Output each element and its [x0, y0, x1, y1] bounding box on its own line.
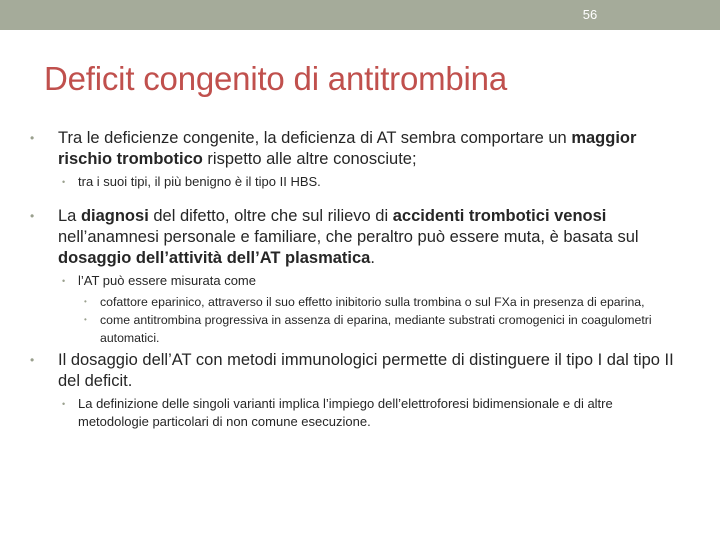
bold-text: maggior rischio trombotico [58, 129, 637, 168]
bullet-dot: • [84, 297, 87, 306]
bullet-item-1 [30, 128, 680, 170]
bold-text: dosaggio dell’attività dell’AT plasmatica [58, 249, 371, 267]
bullet-dot: • [30, 131, 35, 145]
bullet-text: Tra le deficienze congenite, la deficienza di AT sembra comportare un maggior rischio trombotico rispetto alle altre conosciute; [58, 129, 637, 168]
bold-text: diagnosi [80, 207, 149, 225]
bullet-dot: • [30, 209, 35, 223]
bullet-dot: • [62, 177, 66, 187]
bullet-item-3 [30, 350, 680, 392]
sub-bullet-text: tra i suoi tipi, il più benigno è il tipo II HBS. [78, 174, 321, 189]
top-bar [0, 0, 720, 30]
bullet-dot: • [62, 276, 66, 286]
sub-sub-bullet-item [30, 293, 680, 311]
sub-sub-bullet-text: cofattore eparinico, attraverso il suo effetto inibitorio sulla trombina o sul FXa in presenza di eparina, [100, 295, 645, 309]
bullet-dot: • [62, 399, 66, 409]
sub-sub-bullet-item [30, 311, 680, 347]
sub-bullet-item [30, 272, 680, 290]
slide-content [30, 128, 680, 431]
slide-number: 56 [582, 7, 598, 22]
bullet-dot: • [30, 353, 35, 367]
sub-bullet-item [30, 173, 680, 191]
sub-sub-bullet-text: come antitrombina progressiva in assenza di eparina, mediante substrati cromogenici in coagulometri automatici. [100, 313, 652, 345]
bullet-item-2 [30, 206, 680, 269]
slide-title: Deficit congenito di antitrombina [44, 60, 507, 97]
sub-bullet-text: La definizione delle singoli varianti implica l’impiego dell’elettroforesi bidimensionale e di altre metodologie particolari di non comune esecuzione. [78, 396, 613, 429]
bullet-text: Il dosaggio dell’AT con metodi immunologici permette di distinguere il tipo I dal tipo II del deficit. [58, 351, 674, 390]
sub-bullet-text: l’AT può essere misurata come [78, 273, 256, 288]
bullet-dot: • [84, 315, 87, 324]
sub-bullet-item [30, 395, 680, 431]
bold-text: accidenti trombotici venosi [392, 207, 607, 225]
bullet-text: La diagnosi del difetto, oltre che sul rilievo di accidenti trombotici venosi nell’anamnesi personale e familiare, che peraltro può essere muta, è basata sul dosaggio dell’attività dell’AT plasmatica. [58, 207, 639, 267]
